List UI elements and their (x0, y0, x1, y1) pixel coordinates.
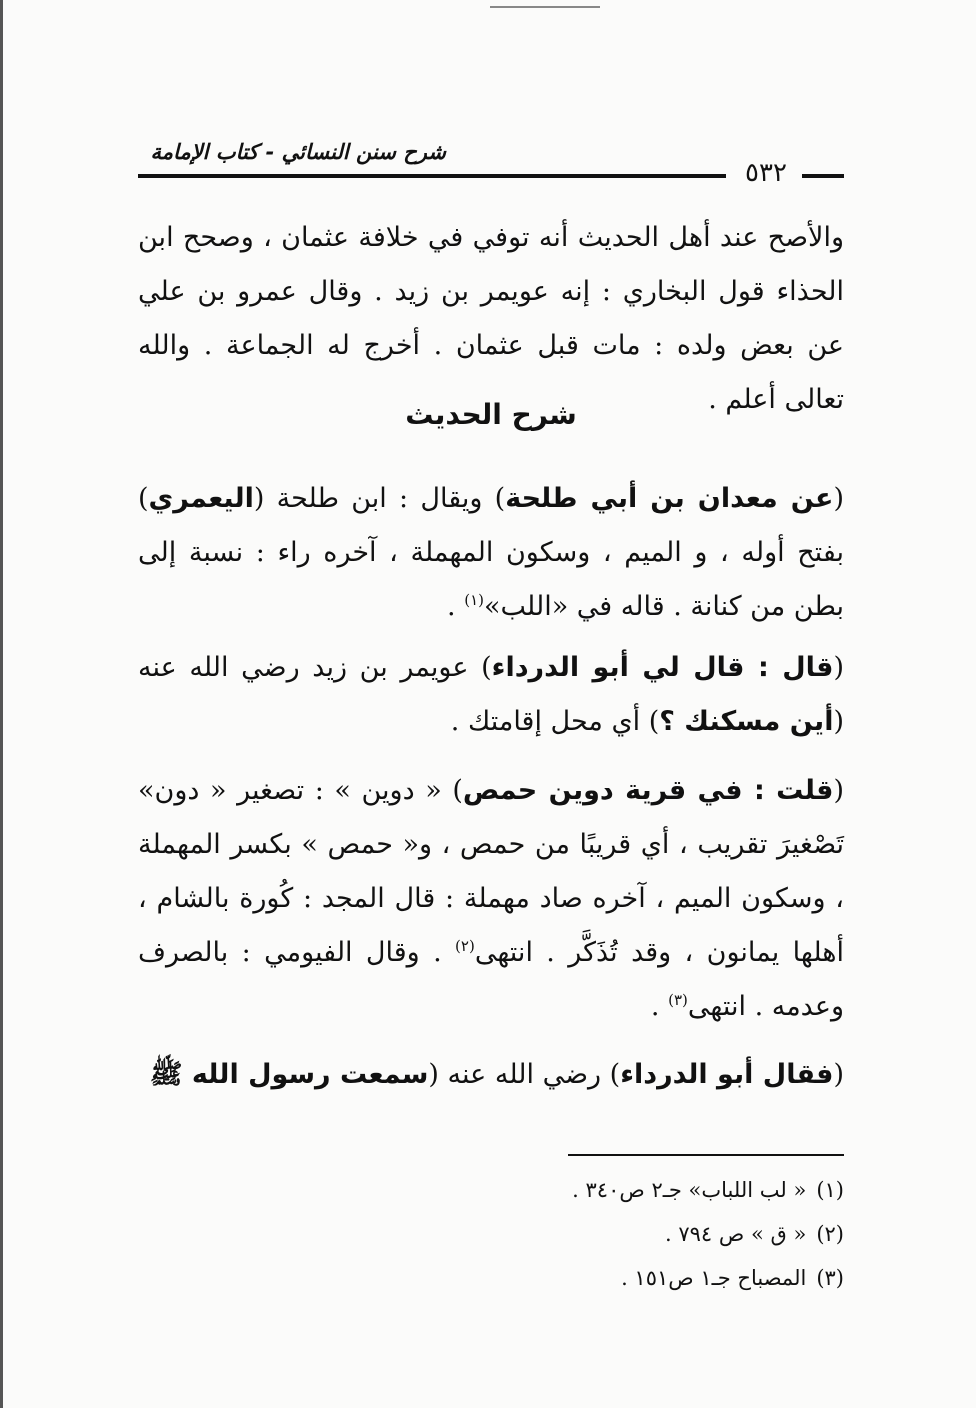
section-heading: شرح الحديث (405, 398, 577, 431)
page-number: ٥٣٢ (745, 158, 787, 188)
header-rule-short (802, 174, 844, 178)
body-span: . وقال الفيومي : بالصرف وعدمه . انتهى (138, 937, 844, 1022)
footnote-3 (430, 1256, 844, 1300)
paren-close: ) (452, 775, 463, 806)
bold-phrase: سمعت رسول الله ﷺ (149, 1059, 429, 1090)
bold-phrase: عن معدان بن أبي طلحة (505, 483, 834, 514)
footnote-1 (430, 1168, 844, 1212)
footnote-ref-2: (٢) (455, 937, 475, 955)
paren-open: ( (833, 483, 844, 514)
footnote-number: (٢) (816, 1222, 844, 1246)
scan-left-edge (0, 0, 3, 1408)
paragraph-maadan (138, 472, 844, 634)
paren-open: ( (833, 1059, 844, 1090)
body-span: . (447, 591, 465, 622)
bold-phrase: اليعمري (148, 483, 254, 514)
paren-open: ( (253, 483, 265, 514)
scan-top-mark (490, 6, 600, 8)
body-span: « دوين » : تصغير « دون» تَصْغيرَ تقريب ، أي قريبًا من حمص ، و« حمص » بكسر المهملة ، وسكون الميم ، آخره صاد مهملة : قال المجد : كُورة بالشام ، أهلها يمانون ، وقد تُذَكَّر . انتهى (138, 775, 845, 968)
footnote-rule (568, 1154, 844, 1156)
body-span: . (650, 991, 669, 1022)
paren-close: ) (494, 483, 506, 514)
paragraph-duwayn-hims (138, 764, 844, 1034)
footnote-ref-3: (٣) (668, 991, 688, 1009)
footnote-text: « ق » ص ٧٩٤ . (665, 1222, 807, 1246)
footnote-number: (١) (816, 1178, 844, 1202)
body-span: رضي الله عنه (438, 1059, 610, 1090)
paren-open: ( (428, 1059, 439, 1090)
footnote-text: « لب اللباب» جـ٢ ص٣٤٠ . (572, 1178, 807, 1202)
footnote-number: (٣) (816, 1266, 844, 1290)
running-title: شرح سنن النسائي - كتاب الإمامة (150, 140, 446, 164)
paren-open: ( (833, 775, 844, 806)
page-header (138, 140, 844, 188)
paren-open: ( (833, 706, 844, 737)
bold-phrase: فقال أبو الدرداء (620, 1059, 834, 1090)
body-span: عويمر بن زيد رضي الله عنه (138, 652, 482, 683)
footnote-2 (430, 1212, 844, 1256)
paren-close: ) (138, 483, 149, 514)
paren-close: ) (609, 1059, 621, 1090)
paragraph-narrator-note: والأصح عند أهل الحديث أنه توفي في خلافة عثمان ، وصحح ابن الحذاء قول البخاري : إنه عويمر بن زيد . وقال عمرو بن علي عن بعض ولده : مات قبل عثمان . أخرج له الجماعة . والله تعالى أعلم . (138, 222, 844, 415)
paren-close: ) (481, 652, 492, 683)
paren-open: ( (833, 652, 845, 683)
header-rule (138, 174, 726, 178)
body-span: بفتح أوله ، و الميم ، وسكون المهملة ، آخره راء : نسبة إلى بطن من كنانة . قاله في «اللب» (138, 537, 844, 622)
footnotes (430, 1168, 844, 1300)
body-span: أي محل إقامتك . (450, 706, 649, 737)
body-span: ويقال : ابن طلحة (264, 483, 495, 514)
bold-phrase: أين مسكنك ؟ (659, 706, 834, 737)
bold-phrase: قلت : في قرية دوين حمص (462, 775, 834, 806)
footnote-text: المصباح جـ١ ص١٥١ . (621, 1266, 807, 1290)
paragraph-abu-darda (138, 641, 844, 749)
paren-close: ) (648, 706, 660, 737)
paragraph-fa-qala (138, 1048, 844, 1102)
bold-phrase: قال : قال لي أبو الدرداء (491, 652, 834, 683)
footnote-ref-1: (١) (464, 591, 484, 609)
